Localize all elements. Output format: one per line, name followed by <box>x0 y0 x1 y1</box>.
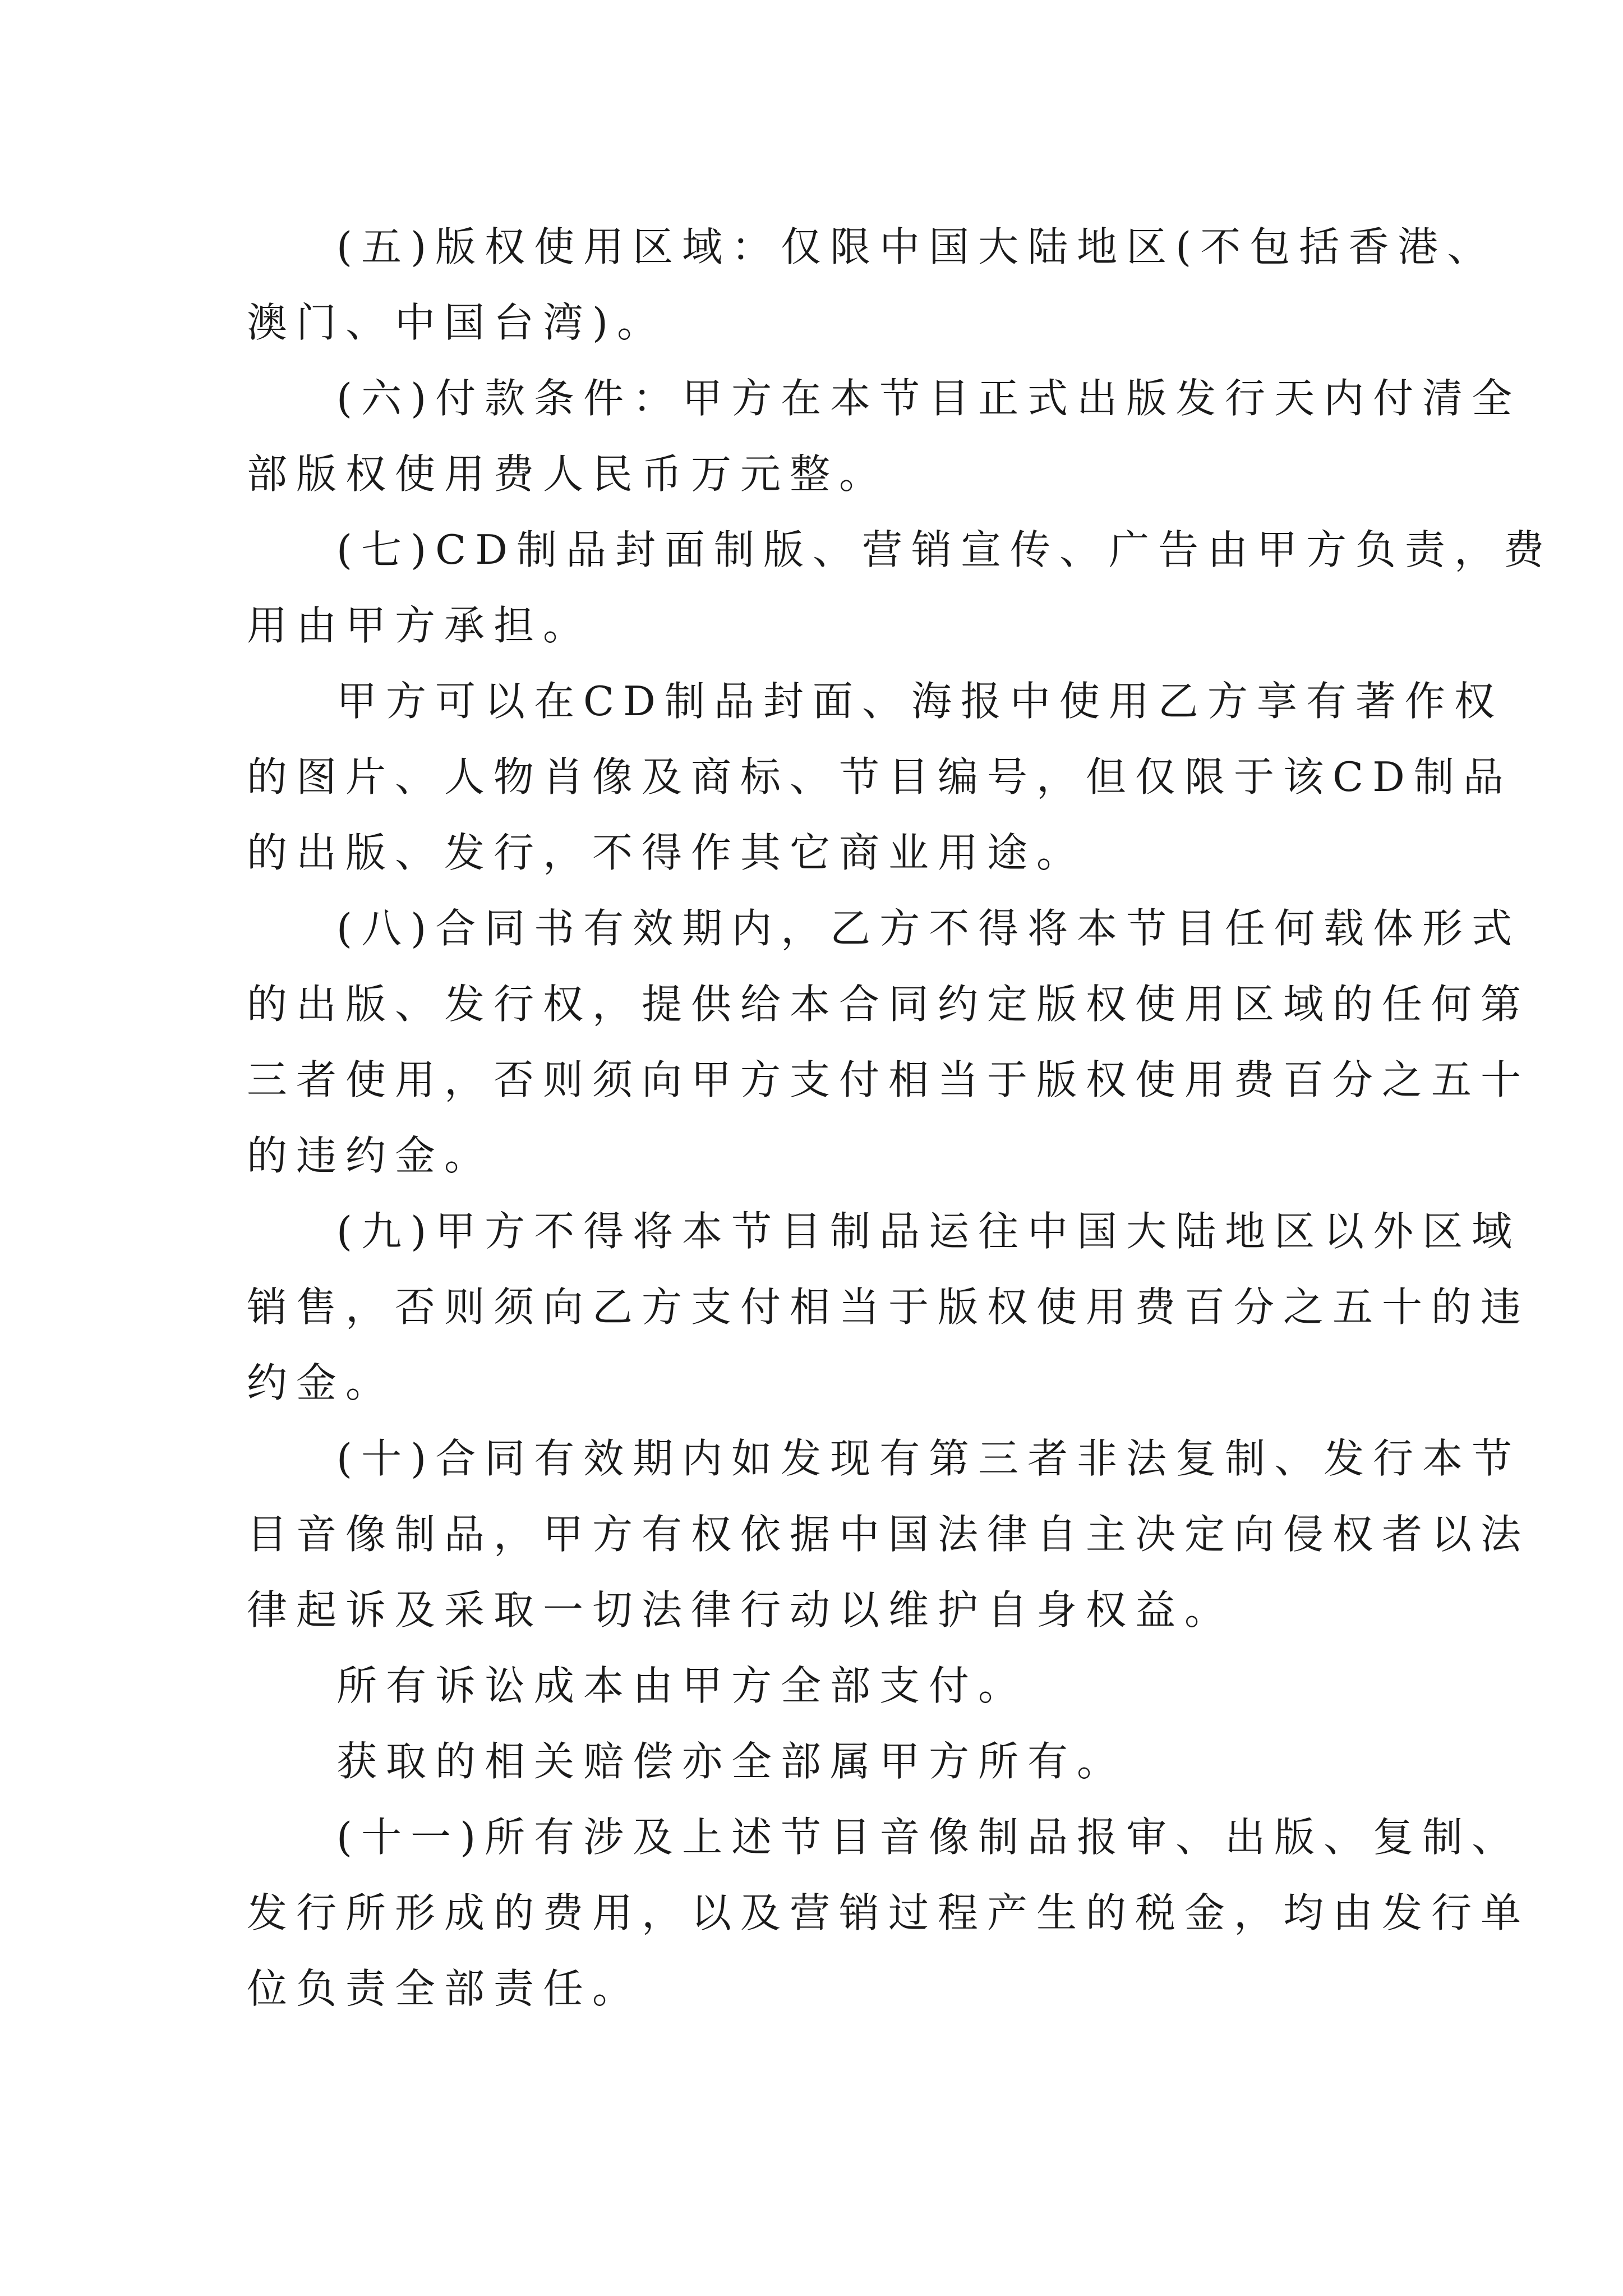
text-line: (五)版权使用区域：仅限中国大陆地区(不包括香港、 <box>336 223 1497 270</box>
text-line: 的出版、发行权，提供给本合同约定版权使用区域的任何第 <box>247 981 1530 1028</box>
text-line: 甲方可以在CD制品封面、海报中使用乙方享有著作权 <box>336 678 1504 725</box>
text-line: 所有诉讼成本由甲方全部支付。 <box>336 1662 1028 1709</box>
text-line: 部版权使用费人民币万元整。 <box>247 450 889 498</box>
text-line: 的图片、人物肖像及商标、节目编号，但仅限于该CD制品 <box>247 753 1513 800</box>
text-line: 用由甲方承担。 <box>247 602 593 649</box>
text-line: 律起诉及采取一切法律行动以维护自身权益。 <box>247 1586 1234 1634</box>
text-line: (九)甲方不得将本节目制品运往中国大陆地区以外区域 <box>336 1208 1521 1255</box>
text-line: 销售，否则须向乙方支付相当于版权使用费百分之五十的违 <box>247 1283 1530 1331</box>
text-line: 发行所形成的费用，以及营销过程产生的税金，均由发行单 <box>247 1889 1530 1936</box>
text-line: 三者使用，否则须向甲方支付相当于版权使用费百分之五十 <box>247 1056 1530 1103</box>
text-line: (七)CD制品封面制版、营销宣传、广告由甲方负责，费 <box>336 526 1553 573</box>
text-line: (八)合同书有效期内，乙方不得将本节目任何载体形式 <box>336 905 1521 952</box>
text-line: 位负责全部责任。 <box>247 1965 642 2012</box>
text-line: 获取的相关赔偿亦全部属甲方所有。 <box>336 1738 1127 1785</box>
text-line: 目音像制品，甲方有权依据中国法律自主决定向侵权者以法 <box>247 1511 1530 1558</box>
text-line: (六)付款条件：甲方在本节目正式出版发行天内付清全 <box>336 375 1521 422</box>
text-line: 澳门、中国台湾)。 <box>247 299 667 346</box>
text-line: 的出版、发行，不得作其它商业用途。 <box>247 829 1086 876</box>
text-line: (十一)所有涉及上述节目音像制品报审、出版、复制、 <box>336 1814 1521 1861</box>
text-line: 的违约金。 <box>247 1132 494 1179</box>
text-line: (十)合同有效期内如发现有第三者非法复制、发行本节 <box>336 1435 1521 1482</box>
text-line: 约金。 <box>247 1359 395 1406</box>
